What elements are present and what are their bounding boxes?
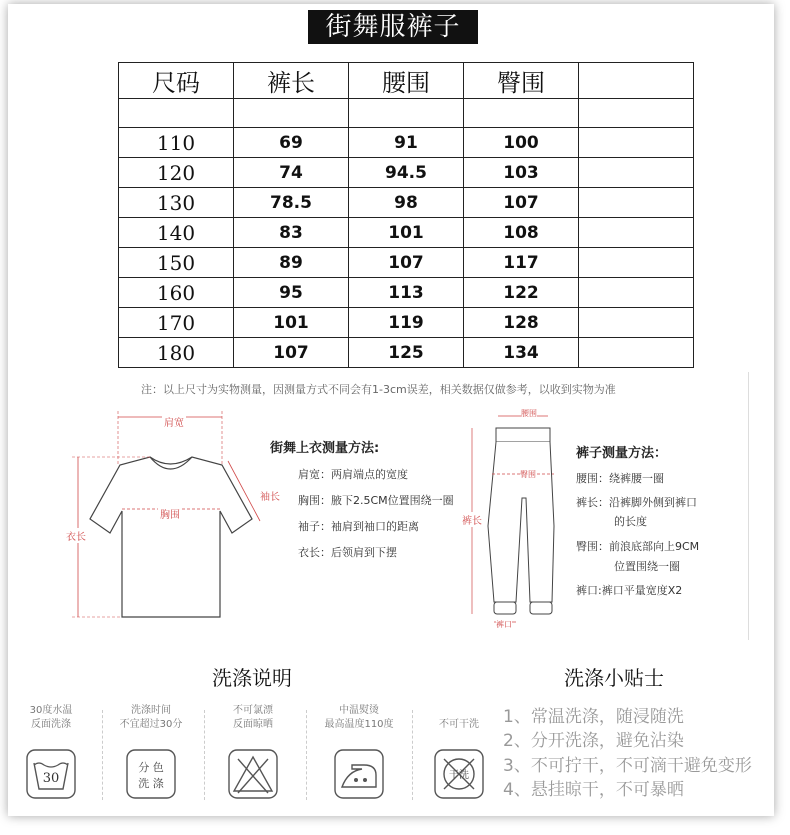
waist-cell: 101	[349, 218, 464, 248]
pants-length-label: 裤长	[462, 512, 482, 527]
waist-cell: 98	[349, 188, 464, 218]
svg-text:洗 涤: 洗 涤	[138, 777, 164, 790]
shirt-method-title: 街舞上衣测量方法:	[270, 441, 380, 456]
hip-cell: 134	[464, 338, 579, 368]
cuff-label: 裤口	[496, 620, 512, 629]
hip-cell: 103	[464, 158, 579, 188]
wash-item: 不可氯漂 反面晾晒	[210, 704, 296, 732]
svg-text:干洗: 干洗	[449, 770, 469, 781]
pants-method-line: 位置围绕一圈	[614, 560, 680, 573]
table-row	[119, 158, 694, 188]
waist-label: 腰围	[521, 409, 537, 418]
hip-cell: 108	[464, 218, 579, 248]
separate-wash-icon	[126, 749, 176, 799]
length-cell: 78.5	[234, 188, 349, 218]
divider	[412, 710, 413, 800]
size-cell: 120	[119, 158, 234, 188]
tip-item: 3、不可拧干，不可滴干避免变形	[503, 756, 752, 776]
table-row	[119, 278, 694, 308]
waist-cell: 119	[349, 308, 464, 338]
size-cell: 110	[119, 128, 234, 158]
divider	[102, 710, 103, 800]
svg-text:分 色: 分 色	[138, 761, 164, 774]
length-cell: 89	[234, 248, 349, 278]
tip-item: 4、悬挂晾干，不可暴晒	[503, 780, 684, 800]
wash-section-title: 洗涤说明	[212, 666, 292, 690]
hip-cell: 107	[464, 188, 579, 218]
length-cell: 83	[234, 218, 349, 248]
table-header-row	[119, 63, 694, 99]
no-bleach-icon	[228, 749, 278, 799]
pants-method-line: 裤口:裤口平量宽度X2	[576, 584, 683, 597]
waist-cell: 91	[349, 128, 464, 158]
shirt-method-line: 衣长：后领肩到下摆	[298, 546, 397, 559]
pants-method-line: 腰围：绕裤腰一圈	[576, 472, 664, 485]
table-blank-row	[119, 99, 694, 128]
table-row	[119, 218, 694, 248]
header-empty	[579, 63, 694, 99]
sleeve-label: 袖长	[260, 488, 280, 503]
wash-item: 30度水温 反面洗涤 30	[8, 704, 94, 732]
size-cell: 160	[119, 278, 234, 308]
pants-method-line: 臀围：前浪底部向上9CM	[576, 540, 700, 553]
size-chart-sheet	[8, 4, 774, 816]
waist-cell: 113	[349, 278, 464, 308]
waist-cell: 107	[349, 248, 464, 278]
shirt-method-line: 肩宽：两肩端点的宽度	[298, 468, 408, 481]
pants-method-line: 裤长：沿裤脚外侧到裤口	[576, 496, 697, 509]
wash-item: 洗涤时间 不宜超过30分 分 色 洗 涤	[108, 704, 194, 732]
length-cell: 101	[234, 308, 349, 338]
length-label: 衣长	[66, 528, 86, 543]
tip-item: 1、常温洗涤，随浸随洗	[503, 707, 684, 727]
iron-medium-icon	[334, 749, 384, 799]
hip-cell: 122	[464, 278, 579, 308]
divider	[748, 372, 749, 640]
length-cell: 74	[234, 158, 349, 188]
divider	[306, 710, 307, 800]
table-row	[119, 308, 694, 338]
header-hip: 臀围	[464, 63, 579, 99]
page-title: 街舞服裤子	[308, 10, 478, 44]
waist-cell: 94.5	[349, 158, 464, 188]
divider	[204, 710, 205, 800]
wash-temp-text: 30	[42, 771, 60, 786]
header-waist: 腰围	[349, 63, 464, 99]
size-cell: 170	[119, 308, 234, 338]
table-row	[119, 128, 694, 158]
header-size: 尺码	[119, 63, 234, 99]
wash-30-icon	[26, 749, 76, 799]
hip-cell: 100	[464, 128, 579, 158]
table-row	[119, 188, 694, 218]
shirt-method-line: 胸围：腋下2.5CM位置围绕一圈	[298, 494, 454, 507]
length-cell: 95	[234, 278, 349, 308]
size-table	[118, 62, 694, 368]
waist-cell: 125	[349, 338, 464, 368]
size-cell: 130	[119, 188, 234, 218]
header-length: 裤长	[234, 63, 349, 99]
hip-cell: 117	[464, 248, 579, 278]
shoulder-label: 肩宽	[162, 414, 186, 429]
chest-label: 胸围	[158, 506, 182, 521]
wash-item: 不可干洗 干洗	[416, 704, 502, 732]
length-cell: 107	[234, 338, 349, 368]
wash-item: 中温熨烫 最高温度110度	[316, 704, 402, 732]
no-dry-clean-icon	[434, 749, 484, 799]
pants-method-title: 裤子测量方法：	[576, 446, 668, 461]
tip-item: 2、分开洗涤，避免沾染	[503, 731, 684, 751]
size-cell: 140	[119, 218, 234, 248]
pants-method-line: 的长度	[614, 515, 647, 528]
size-cell: 150	[119, 248, 234, 278]
measurement-note: 注：以上尺寸为实物测量，因测量方式不同会有1-3cm误差，相关数据仅做参考，以收到实物为准	[141, 383, 616, 396]
hip-cell: 128	[464, 308, 579, 338]
hip-label: 臀围	[520, 470, 536, 479]
table-row	[119, 248, 694, 278]
table-row	[119, 338, 694, 368]
tips-section-title: 洗涤小贴士	[564, 666, 664, 690]
length-cell: 69	[234, 128, 349, 158]
shirt-method-line: 袖子：袖肩到袖口的距离	[298, 520, 419, 533]
size-cell: 180	[119, 338, 234, 368]
